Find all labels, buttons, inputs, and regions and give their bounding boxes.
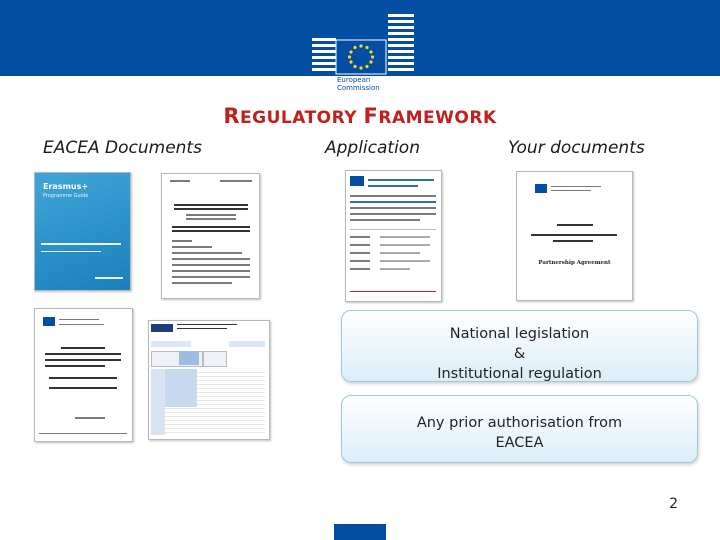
column-heading-your-documents: Your documents xyxy=(508,138,645,158)
partnership-caption: Partnership Agreement xyxy=(538,260,611,266)
national-legislation-box xyxy=(341,310,698,382)
call-document-thumbnail xyxy=(161,173,260,299)
page-number: 2 xyxy=(669,496,678,512)
box2-line1: Any prior authorisation from xyxy=(416,415,623,431)
prior-authorisation-box xyxy=(341,395,698,463)
programme-document-thumbnail xyxy=(34,308,133,442)
logo-wordmark xyxy=(337,76,380,92)
slide-title: REGULATORY FRAMEWORK xyxy=(223,104,497,128)
column-heading-application: Application xyxy=(325,138,420,158)
box2-line2: EACEA xyxy=(495,435,544,451)
budget-spreadsheet-thumbnail xyxy=(148,320,270,440)
box1-line3: Institutional regulation xyxy=(437,366,602,382)
logo-line-1: European xyxy=(337,76,371,84)
logo-line-2: Commission xyxy=(337,84,380,92)
application-form-thumbnail xyxy=(345,170,442,302)
column-heading-eacea: EACEA Documents xyxy=(43,138,202,158)
box1-line2: & xyxy=(513,346,526,362)
box1-line1: National legislation xyxy=(449,326,590,342)
eu-flag-strip xyxy=(334,524,386,540)
programme-guide-brand: Erasmus+ xyxy=(43,182,89,191)
programme-guide-subtitle: Programme Guide xyxy=(43,193,89,199)
programme-guide-thumbnail xyxy=(34,172,131,291)
partnership-agreement-thumbnail xyxy=(516,171,633,301)
